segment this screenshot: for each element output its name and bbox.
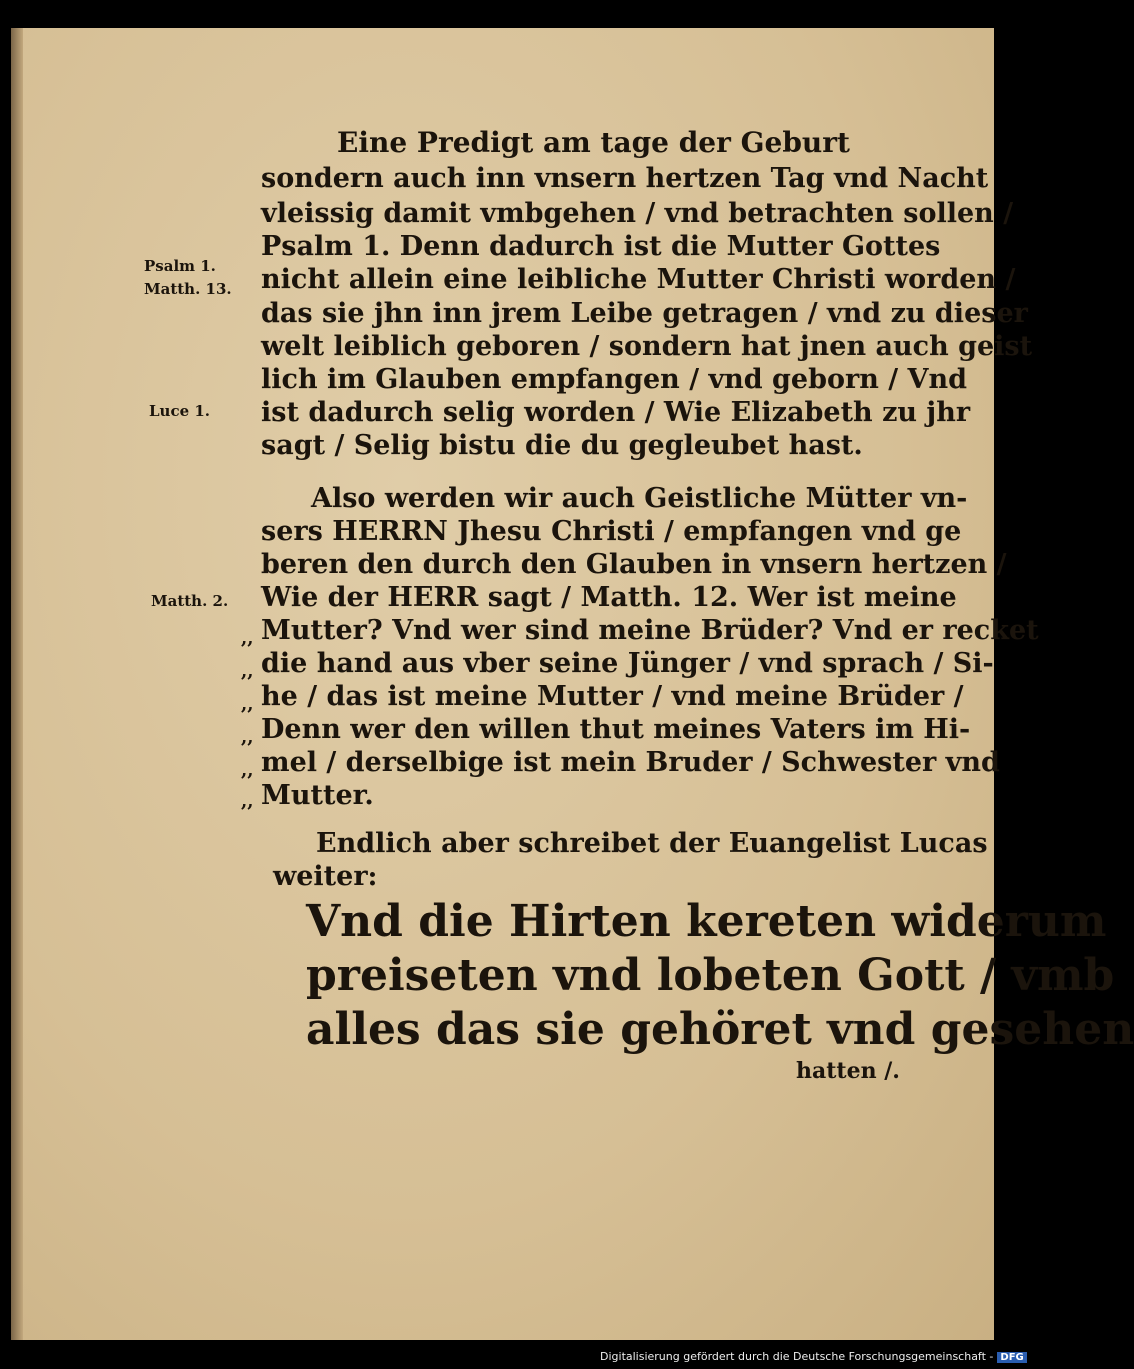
footer-credit [600,1350,1027,1366]
book-page [11,28,1134,1340]
quote-mark: ,, [241,791,254,812]
paragraph3-line: Endlich aber schreibet der Euangelist Lucas [316,828,988,859]
quote-mark: ,, [241,661,254,682]
large-text-line: preiseten vnd lobeten Gott / vmb [306,950,1115,1001]
footer-text: Digitalisierung gefördert durch die Deutsche Forschungsgemeinschaft - [600,1350,994,1363]
margin-note-matth-13: Matth. 13. [144,280,232,298]
large-text-line: Vnd die Hirten kereten widerum [306,896,1107,947]
large-text-line: alles das sie gehöret vnd gesehen [306,1004,1134,1055]
paragraph2-line: sers HERRN Jhesu Christi / empfangen vnd ge [261,516,962,547]
quote-mark: ,, [241,628,254,649]
paragraph2-line: Mutter? Vnd wer sind meine Brüder? Vnd er recket [261,615,1039,646]
catchword: hatten /. [796,1058,900,1084]
quote-mark: ,, [241,727,254,748]
paragraph2-line: beren den durch den Glauben in vnsern hertzen / [261,549,1007,580]
paragraph2-line: he / das ist meine Mutter / vnd meine Brüder / [261,681,964,712]
paragraph2-line: mel / derselbige ist mein Bruder / Schwester vnd [261,747,1000,778]
paragraph1-line: lich im Glauben empfangen / vnd geborn / Vnd [261,364,967,395]
margin-note-matth-2: Matth. 2. [151,592,229,610]
paragraph1-line: welt leiblich geboren / sondern hat jnen auch geist [261,331,1033,362]
paragraph3-line: weiter: [273,861,378,892]
paragraph2-line: Wie der HERR sagt / Matth. 12. Wer ist meine [261,582,957,613]
paragraph2-line: Mutter. [261,780,374,811]
paragraph1-line: vleissig damit vmbgehen / vnd betrachten sollen / [261,198,1014,229]
margin-note-psalm: Psalm 1. [144,257,216,275]
paragraph2-line: Denn wer den willen thut meines Vaters im Hi- [261,714,971,745]
paragraph1-line: nicht allein eine leibliche Mutter Christi worden / [261,264,1016,295]
quote-mark: ,, [241,760,254,781]
paragraph2-line: die hand aus vber seine Jünger / vnd sprach / Si- [261,648,994,679]
paragraph1-line: Psalm 1. Denn dadurch ist die Mutter Gottes [261,231,941,262]
dfg-logo: DFG [997,1352,1026,1363]
paragraph2-line: Also werden wir auch Geistliche Mütter vn- [311,483,968,514]
page-gutter-shadow [11,28,23,1340]
margin-note-luce: Luce 1. [149,402,211,420]
paragraph1-line: ist dadurch selig worden / Wie Elizabeth zu jhr [261,397,971,428]
paragraph1-line: sagt / Selig bistu die du gegleubet hast. [261,430,863,461]
running-head: Eine Predigt am tage der Geburt [337,126,850,159]
quote-mark: ,, [241,694,254,715]
paragraph1-line: sondern auch inn vnsern hertzen Tag vnd Nacht [261,163,989,194]
paragraph1-line: das sie jhn inn jrem Leibe getragen / vnd zu dieser [261,298,1028,329]
